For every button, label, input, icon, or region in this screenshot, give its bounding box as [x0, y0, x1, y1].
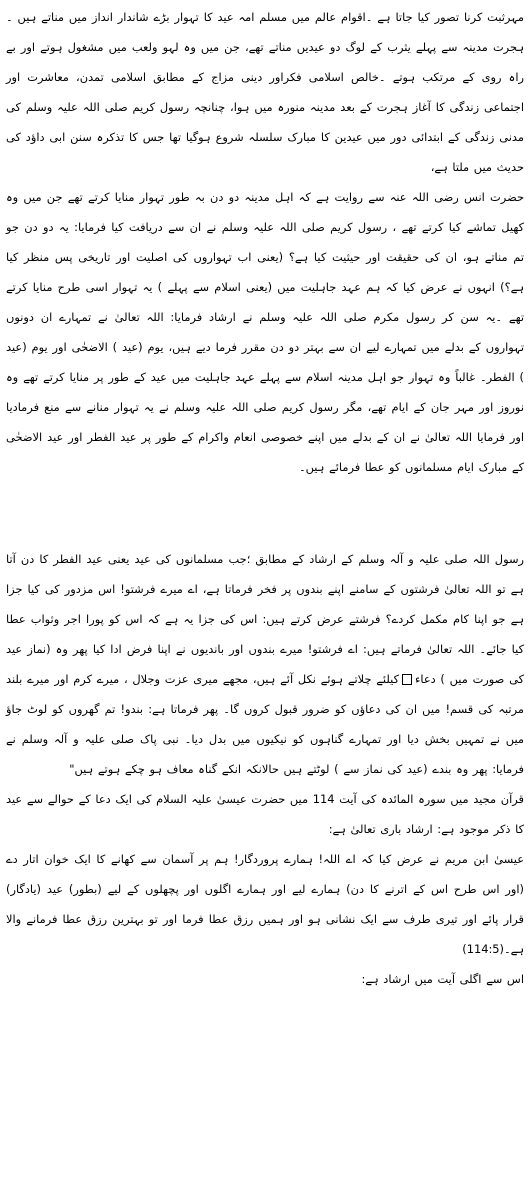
- hadith-eid-fitr-paragraph: [6, 544, 524, 784]
- hadith-text-part-2: کیلئے چلاتے ہوئے نکل آئے ہیں، مجھے میری عزت وجلال ، میرے کرم اور میرے بلند مرتبہ کی قسم! میں ان کی دعاؤں کو ضرور قبول کروں گا۔ پھر فرماتا ہے: بندو! تم گھروں کو لوٹ جاؤ میں نے تمہیں بخش دیا اور تمہارے گناہوں کو نیکیوں میں بدل دیا۔ نبی پاک صلی علیہ و آلہ وسلم نے فرمایا: پھر وہ بندے (عید کی نماز سے ) لوٹتے ہیں حالانکہ انکے گناہ معاف ہو چکے ہوتے ہیں": [6, 672, 524, 776]
- quran-verse-paragraph: عیسیٰ ابن مریم نے عرض کیا کہ اے اللہ! ہمارے پروردگار! ہم پر آسمان سے کھانے کا ایک خوان اتار دے (اور اس طرح اس کے اترنے کا دن) ہمارے لیے اور ہمارے اگلوں اور پچھلوں کے لیے (بطور) عید (یادگار) قرار پائے اور تیری طرف سے ایک نشانی ہو اور ہمیں رزق عطا فرما اور تو بہترین رزق عطا فرمانے والا ہے۔(114:5): [6, 852, 524, 956]
- hadith-text-part-1: رسول اللہ صلی علیہ و آلہ وسلم کے ارشاد کے مطابق ؛جب مسلمانوں کی عید یعنی عید الفطر کا دن آتا ہے تو اللہ تعالیٰ فرشتوں کے سامنے اپنے بندوں پر فخر فرماتا ہے، اے میرے فرشتو! اس مزدور کی کیا جزا ہے جو اپنا کام مکمل کردے؟ فرشتے عرض کرتے ہیں: اس کی جزا یہ ہے کہ اس کو پورا اجر وثواب عطا کیا جائے۔ اللہ تعالیٰ فرماتے ہیں: اے فرشتو! میرے بندوں اور باندیوں نے اپنا فرض ادا کیا پھر وہ (نماز عید کی صورت میں ) دعاء: [6, 552, 525, 686]
- next-verse-paragraph: اس سے اگلی آیت میں ارشاد ہے:: [361, 972, 524, 986]
- section-gap: [6, 482, 524, 544]
- missing-glyph-icon: [402, 674, 412, 685]
- quran-reference-paragraph: قرآن مجید میں سورہ المائدہ کی آیت 114 میں حضرت عیسیٰ علیہ السلام کی ایک دعا کے حوالے سے عید کا ذکر موجود ہے: ارشاد باری تعالیٰ ہے:: [6, 792, 524, 836]
- intro-paragraph: مہرثبت کرنا تصور کیا جاتا ہے ۔اقوام عالم میں مسلم امہ عید کا تہوار بڑے شاندار انداز میں مناتے ہیں ۔ہجرت مدینہ سے پہلے یثرب کے لوگ دو عیدیں مناتے تھے، جن میں وہ لہو ولعب میں مشغول ہوتے اور بے راہ روی کے مرتکب ہوتے ۔خالص اسلامی فکراور دینی مزاج کے مطابق اسلامی تمدن، معاشرت اور اجتماعی زندگی کا آغاز ہجرت کے بعد مدینہ منورہ میں ہوا، چنانچہ رسول کریم صلی اللہ علیہ وسلم کی مدنی زندگی کے ابتدائی دور میں عیدین کا مبارک سلسلہ شروع ہوگیا تھا جس کا تذکرہ سنن ابی داؤد کی حدیث میں ملتا ہے،: [6, 10, 524, 174]
- hadith-anas-paragraph: حضرت انس رضی اللہ عنہ سے روایت ہے کہ اہل مدینہ دو دن بہ طور تہوار منایا کرتے تھے جن میں وہ کھیل تماشے کیا کرتے تھے ، رسول کریم صلی اللہ علیہ وسلم نے ان سے دریافت کیا فرمایا: یہ دو دن جو تم مناتے ہو، ان کی حقیقت اور حیثیت کیا ہے؟ (یعنی اب تہواروں کی اصلیت اور تاریخی پس منظر کیا ہے؟) انہوں نے عرض کیا کہ ہم عہد جاہلیت میں (یعنی اسلام سے پہلے ) یہ تہوار اسی طرح منایا کرتے تھے ۔یہ سن کر رسول مکرم صلی اللہ علیہ وسلم نے ارشاد فرمایا: اللہ تعالیٰ نے تمہارے ان دونوں تہواروں کے بدلے میں تمہارے لیے ان سے بہتر دو دن مقرر فرما دیے ہیں، یوم (عید ) الاضحٰی اور یوم (عید ) الفطر۔ غالباً وہ تہوار جو اہل مدینہ اسلام سے پہلے عہد جاہلیت میں عید کے طور پر منایا کرتے تھے وہ نوروز اور مہر جان کے ایام تھے، مگر رسول کریم صلی اللہ علیہ وسلم نے یہ تہوار منانے سے منع فرمادیا اور فرمایا اللہ تعالیٰ نے ان کے بدلے میں اپنے خصوصی انعام واکرام کے طور پر عید الفطر اور عید الاضحٰی کے مبارک ایام مسلمانوں کو عطا فرمائے ہیں۔: [6, 190, 524, 474]
